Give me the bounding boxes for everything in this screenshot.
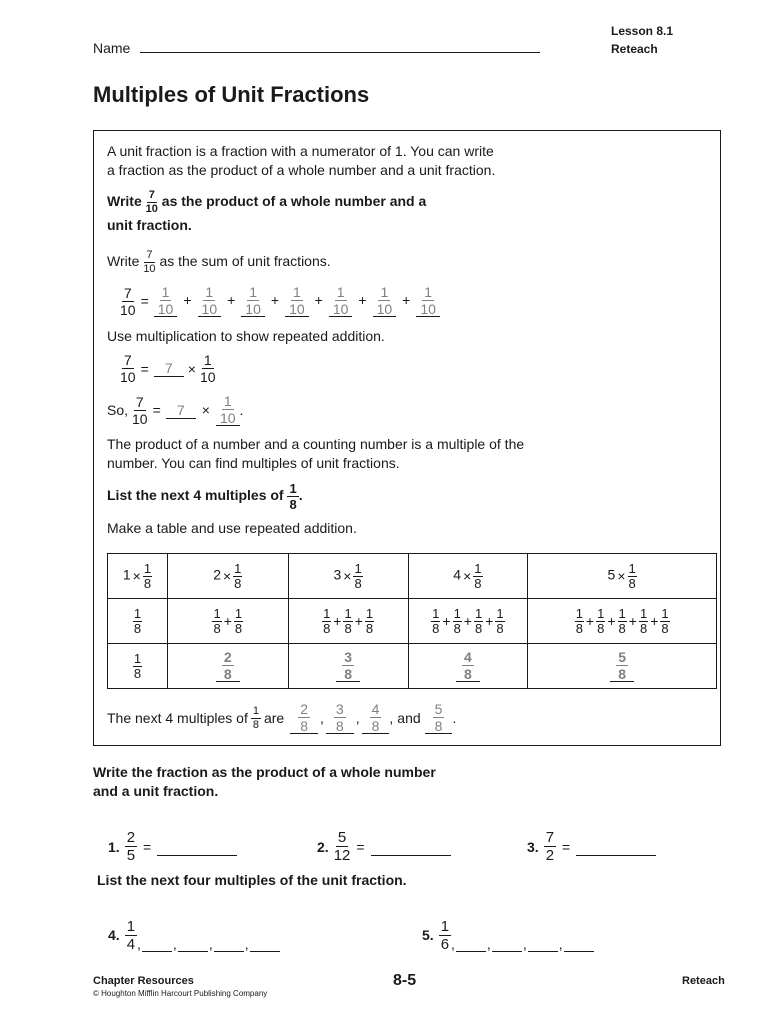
sum-cell bbox=[408, 599, 528, 644]
problem-1 bbox=[108, 830, 237, 863]
denominator: 8 bbox=[434, 718, 443, 734]
footer-chapter: Chapter Resources bbox=[93, 975, 194, 987]
problem-fraction bbox=[125, 830, 137, 863]
lesson-number: Lesson 8.1 bbox=[611, 24, 674, 38]
answer-fraction bbox=[370, 702, 382, 733]
intro-line-1: A unit fraction is a fraction with a numerator of 1. You can write bbox=[107, 143, 494, 159]
numerator: 1 bbox=[424, 284, 433, 300]
denominator: 8 bbox=[597, 621, 605, 636]
answer-fraction bbox=[462, 650, 474, 681]
plus-sign: + bbox=[442, 613, 451, 629]
numerator: 3 bbox=[335, 701, 344, 717]
unit-fraction bbox=[233, 562, 242, 590]
numerator: 5 bbox=[337, 829, 347, 846]
answer-fraction bbox=[433, 702, 445, 733]
equals-sign: = bbox=[562, 838, 571, 855]
numerator: 1 bbox=[432, 606, 440, 621]
unit-fraction bbox=[143, 562, 152, 590]
plus-sign: + bbox=[314, 291, 323, 308]
problem-number: 4. bbox=[108, 927, 120, 943]
numerator: 1 bbox=[234, 561, 242, 576]
denominator: 8 bbox=[300, 718, 309, 734]
list-task-text: List the next 4 multiples of bbox=[107, 487, 284, 504]
intro-line-2: a fraction as the product of a whole number and a unit fraction. bbox=[107, 162, 496, 178]
problem-number: 5. bbox=[422, 927, 434, 943]
plus-sign: + bbox=[650, 613, 659, 629]
numerator: 1 bbox=[639, 606, 648, 621]
sum-instruction bbox=[107, 250, 331, 275]
answer-blank[interactable] bbox=[528, 951, 558, 952]
denominator: 8 bbox=[628, 576, 636, 591]
denominator: 8 bbox=[464, 666, 472, 682]
numerator: 1 bbox=[344, 606, 352, 621]
denominator: 8 bbox=[618, 621, 626, 636]
unit-fraction-answer bbox=[420, 285, 436, 316]
denominator: 8 bbox=[234, 576, 242, 591]
list-problem-5 bbox=[422, 918, 595, 952]
numerator: 5 bbox=[434, 701, 443, 717]
plus-sign: + bbox=[402, 291, 411, 308]
answer-blank[interactable] bbox=[250, 951, 280, 952]
denominator: 8 bbox=[344, 621, 352, 636]
denominator: 10 bbox=[376, 301, 393, 317]
problem-2 bbox=[317, 830, 451, 863]
unit-fraction bbox=[234, 607, 243, 635]
numerator: 1 bbox=[597, 606, 605, 621]
numerator: 1 bbox=[474, 606, 483, 621]
denominator: 8 bbox=[344, 666, 352, 682]
unit-fraction-answer bbox=[289, 285, 305, 316]
answer-blank[interactable] bbox=[178, 951, 208, 952]
plus-sign: + bbox=[628, 613, 637, 629]
multiplier: 4 bbox=[453, 566, 462, 583]
unit-fraction bbox=[596, 607, 605, 635]
unit-fraction bbox=[660, 607, 669, 635]
list-task: List the next 4 multiples of $\frac{1}{8}$ . bbox=[107, 481, 303, 512]
comma: , bbox=[451, 936, 455, 952]
name-line[interactable] bbox=[140, 52, 540, 53]
multiples-table bbox=[107, 553, 717, 689]
numerator: 1 bbox=[133, 651, 142, 666]
multiplier: 5 bbox=[607, 566, 616, 583]
sum-cell bbox=[288, 599, 408, 644]
times-sign: × bbox=[187, 360, 196, 377]
fraction-7-10: $\frac{7}{10}$ bbox=[145, 189, 158, 215]
sum-cell bbox=[167, 599, 288, 644]
sum-cell bbox=[108, 599, 168, 644]
answer-blank bbox=[456, 650, 480, 682]
unit-fraction-answer bbox=[245, 285, 261, 316]
sum-term-answer bbox=[154, 285, 178, 317]
answer-blank bbox=[610, 650, 634, 682]
answer-line[interactable] bbox=[576, 855, 656, 856]
denominator: 8 bbox=[335, 718, 344, 734]
sum-term-answer bbox=[241, 285, 265, 317]
problem-number: 3. bbox=[527, 838, 539, 855]
product-line-2: number. You can find multiples of unit fractions. bbox=[107, 455, 400, 471]
unit-fraction-answer bbox=[158, 285, 174, 316]
times-sign: × bbox=[463, 568, 472, 584]
sum-term-answer bbox=[373, 285, 397, 317]
numerator: 1 bbox=[354, 561, 362, 576]
problem-3 bbox=[527, 830, 656, 863]
sum-term-answer bbox=[329, 285, 353, 317]
unit-fraction-answer bbox=[202, 285, 218, 316]
problem-fraction bbox=[439, 919, 451, 952]
plus-sign: + bbox=[585, 613, 595, 629]
practice-line-2: and a unit fraction. bbox=[93, 783, 219, 799]
comma: , bbox=[355, 710, 360, 726]
task-1-post: as the product of a whole number and a bbox=[161, 193, 427, 210]
numerator: 1 bbox=[133, 606, 142, 621]
denominator: 8 bbox=[661, 621, 669, 636]
unit-fraction bbox=[495, 607, 504, 635]
header-cell bbox=[288, 554, 408, 599]
sum-term-answer bbox=[285, 285, 309, 317]
answer-cell bbox=[108, 644, 168, 689]
times-sign: × bbox=[201, 402, 210, 418]
numerator: 1 bbox=[336, 284, 345, 300]
and-word: and bbox=[397, 710, 421, 726]
denominator: 10 bbox=[157, 301, 174, 317]
task-1 bbox=[107, 190, 426, 235]
product-line-1: The product of a number and a counting number is a multiple of the bbox=[107, 436, 525, 452]
numerator: 1 bbox=[234, 606, 243, 621]
denominator: 8 bbox=[133, 621, 142, 636]
multiplier: 1 bbox=[122, 566, 131, 583]
unit-fraction-answer bbox=[333, 285, 349, 316]
denominator: 8 bbox=[213, 621, 221, 636]
unit-fraction bbox=[322, 607, 331, 635]
answer-cell bbox=[167, 644, 288, 689]
footer-left bbox=[93, 975, 267, 998]
answer-blanks bbox=[137, 936, 281, 952]
answer-cell bbox=[408, 644, 528, 689]
numerator: 1 bbox=[365, 606, 374, 621]
practice-line-1: Write the fraction as the product of a whole number bbox=[93, 764, 436, 780]
unit-fraction bbox=[212, 607, 221, 635]
next-answer-blank bbox=[290, 702, 318, 734]
denominator: 8 bbox=[575, 621, 583, 636]
numerator: 7 bbox=[545, 829, 555, 846]
intro-text bbox=[107, 142, 495, 180]
answer-blank[interactable] bbox=[456, 951, 486, 952]
sum-row bbox=[120, 285, 440, 317]
denominator: 10 bbox=[332, 301, 349, 317]
unit-fraction bbox=[133, 607, 142, 635]
plus-sign: + bbox=[223, 613, 232, 629]
table-row-header bbox=[108, 554, 717, 599]
numerator: 1 bbox=[143, 561, 152, 576]
plus-sign: + bbox=[463, 613, 472, 629]
answer-fraction bbox=[222, 650, 234, 681]
numerator: 1 bbox=[205, 284, 214, 300]
sum-cell bbox=[528, 599, 717, 644]
next-are: are bbox=[263, 710, 285, 726]
unit-fraction bbox=[639, 607, 648, 635]
unit-fraction bbox=[343, 607, 352, 635]
next-answers bbox=[290, 702, 456, 734]
plus-sign: + bbox=[485, 613, 494, 629]
so-whole-answer: 7 bbox=[166, 402, 196, 419]
sum-term-answer bbox=[416, 285, 440, 317]
denominator: 8 bbox=[474, 576, 482, 591]
unit-fraction bbox=[575, 607, 584, 635]
task-1-pre: Write bbox=[107, 193, 142, 210]
equals-sign: = bbox=[152, 402, 161, 418]
numerator: 1 bbox=[453, 606, 461, 621]
answer-blanks bbox=[451, 936, 595, 952]
problem-number: 1. bbox=[108, 838, 120, 855]
times-sign: × bbox=[617, 568, 626, 584]
numerator: 1 bbox=[126, 917, 136, 935]
denominator: 8 bbox=[354, 576, 362, 591]
numerator: 1 bbox=[474, 561, 482, 576]
numerator: 1 bbox=[661, 606, 669, 621]
problem-fraction bbox=[334, 830, 351, 863]
next-answer-blank bbox=[326, 702, 354, 734]
denominator: 4 bbox=[126, 935, 136, 953]
numerator: 1 bbox=[213, 606, 221, 621]
period: . bbox=[452, 710, 457, 726]
denominator: 8 bbox=[453, 621, 461, 636]
product-lhs: $\frac{7}{10}$ bbox=[120, 352, 136, 385]
fraction-1-8: $\frac{1}{8}$ bbox=[289, 481, 297, 512]
answer-blank[interactable] bbox=[142, 951, 172, 952]
numerator: 4 bbox=[464, 649, 472, 665]
numerator: 4 bbox=[371, 701, 380, 717]
next-answer-blank bbox=[425, 702, 453, 734]
lesson-header bbox=[611, 22, 673, 58]
plus-sign: + bbox=[183, 291, 192, 308]
plus-sign: + bbox=[354, 613, 363, 629]
unit-fraction bbox=[353, 562, 362, 590]
numerator: 1 bbox=[292, 284, 301, 300]
denominator: 8 bbox=[474, 621, 483, 636]
numerator: 1 bbox=[618, 606, 626, 621]
equals-sign: = bbox=[143, 838, 152, 855]
equals-sign: = bbox=[140, 293, 149, 309]
plus-sign: + bbox=[227, 291, 236, 308]
denominator: 10 bbox=[245, 301, 261, 317]
problem-fraction bbox=[544, 830, 556, 863]
comma: , bbox=[389, 710, 394, 726]
header-cell bbox=[108, 554, 168, 599]
practice-instruction bbox=[93, 763, 436, 801]
table-row-sums bbox=[108, 599, 717, 644]
sum-terms bbox=[154, 285, 440, 317]
answer-line[interactable] bbox=[157, 855, 237, 856]
equals-sign: = bbox=[140, 360, 149, 377]
page-number: 8-5 bbox=[393, 972, 417, 989]
equals-sign: = bbox=[356, 838, 365, 855]
sum-post: as the sum of unit fractions. bbox=[159, 253, 331, 270]
page-title: Multiples of Unit Fractions bbox=[93, 82, 370, 107]
denominator: 8 bbox=[223, 666, 232, 682]
numerator: 1 bbox=[440, 917, 450, 935]
next-pre: The next 4 multiples of bbox=[107, 710, 248, 726]
list-instruction: List the next four multiples of the unit fraction. bbox=[97, 872, 407, 888]
sum-lhs: $\frac{7}{10}$ bbox=[120, 284, 136, 318]
numerator: 3 bbox=[344, 649, 352, 665]
whole-answer: 7 bbox=[154, 360, 184, 377]
denominator: 10 bbox=[289, 301, 305, 317]
numerator: 2 bbox=[300, 701, 309, 717]
denominator: 8 bbox=[639, 621, 648, 636]
next-multiples-sentence bbox=[107, 702, 456, 734]
product-explanation bbox=[107, 435, 524, 473]
answer-fraction bbox=[334, 702, 346, 733]
plus-sign: + bbox=[358, 291, 367, 308]
problem-fraction bbox=[125, 919, 137, 952]
times-sign: × bbox=[343, 568, 352, 584]
problem-number: 2. bbox=[317, 838, 329, 855]
comma: , bbox=[244, 936, 249, 952]
answer-fraction bbox=[616, 650, 628, 681]
plus-sign: + bbox=[607, 613, 616, 629]
fraction-1-8-b: 1 8 bbox=[252, 704, 259, 731]
numerator: 1 bbox=[249, 284, 257, 300]
numerator: 1 bbox=[380, 284, 389, 300]
task-1-line-2: unit fraction. bbox=[107, 217, 192, 233]
comma: , bbox=[172, 936, 177, 952]
fraction-7-10-b: $\frac{7}{10}$ bbox=[143, 249, 156, 275]
unit-fraction bbox=[473, 562, 482, 590]
so-unit-answer: 1 10 bbox=[216, 394, 240, 426]
so-lhs: $\frac{7}{10}$ bbox=[132, 393, 148, 427]
name-label: Name bbox=[93, 40, 131, 56]
denominator: 8 bbox=[496, 621, 504, 636]
sum-term-answer bbox=[198, 285, 222, 317]
numerator: 1 bbox=[161, 284, 170, 300]
answer-line[interactable] bbox=[371, 855, 451, 856]
unit-fraction bbox=[618, 607, 627, 635]
numerator: 2 bbox=[223, 649, 232, 665]
answer-fraction bbox=[342, 650, 354, 681]
lesson-type: Reteach bbox=[611, 42, 658, 56]
name-field bbox=[93, 40, 540, 56]
answer-fraction bbox=[298, 702, 310, 733]
footer-copyright: © Houghton Mifflin Harcourt Publishing Company bbox=[93, 989, 268, 998]
denominator: 6 bbox=[440, 935, 450, 953]
numerator: 1 bbox=[323, 606, 331, 621]
unit-fraction bbox=[365, 607, 374, 635]
comma: , bbox=[320, 710, 324, 726]
unit-fraction bbox=[628, 562, 637, 590]
numerator: 1 bbox=[496, 606, 504, 621]
table-row-answers bbox=[108, 644, 717, 689]
header-cell bbox=[528, 554, 717, 599]
header-cell bbox=[167, 554, 288, 599]
numerator: 1 bbox=[575, 606, 583, 621]
denominator: 8 bbox=[143, 576, 152, 591]
comma: , bbox=[486, 936, 491, 952]
plus-sign: + bbox=[270, 291, 280, 308]
answer-blank bbox=[216, 650, 240, 682]
answer-blank[interactable] bbox=[214, 951, 244, 952]
next-answer-blank bbox=[362, 702, 390, 734]
footer-right: Reteach bbox=[682, 975, 725, 987]
numerator: 1 bbox=[628, 561, 636, 576]
denominator: 10 bbox=[420, 301, 436, 317]
denominator: 12 bbox=[333, 847, 351, 864]
unit-fraction: $\frac{1}{10}$ bbox=[199, 352, 216, 385]
times-sign: × bbox=[222, 568, 232, 584]
denominator: 8 bbox=[365, 621, 374, 636]
unit-fraction bbox=[453, 607, 462, 635]
multiplier: 3 bbox=[333, 566, 342, 583]
comma: , bbox=[558, 936, 563, 952]
comma: , bbox=[137, 936, 141, 952]
answer-blank[interactable] bbox=[492, 951, 522, 952]
denominator: 8 bbox=[133, 666, 142, 681]
denominator: 8 bbox=[234, 621, 243, 636]
so-label: So, bbox=[107, 402, 129, 418]
numerator: 2 bbox=[126, 829, 136, 846]
plus-sign: + bbox=[333, 613, 342, 629]
answer-blank bbox=[336, 650, 360, 682]
header-cell bbox=[408, 554, 528, 599]
denominator: 10 bbox=[201, 301, 218, 317]
so-row: So, $\frac{7}{10}$ = 7 × 1 10 . bbox=[107, 393, 244, 427]
sum-pre: Write bbox=[107, 253, 140, 270]
denominator: 8 bbox=[432, 621, 440, 636]
denominator: 2 bbox=[545, 847, 555, 864]
denominator: 8 bbox=[371, 718, 380, 734]
multiply-instruction: Use multiplication to show repeated addition. bbox=[107, 328, 385, 344]
unit-fraction bbox=[133, 652, 142, 680]
denominator: 8 bbox=[618, 666, 627, 682]
product-row bbox=[120, 353, 216, 384]
table-instruction: Make a table and use repeated addition. bbox=[107, 520, 357, 536]
denominator: 8 bbox=[323, 621, 331, 636]
times-sign: × bbox=[132, 568, 141, 584]
unit-fraction bbox=[474, 607, 483, 635]
answer-cell bbox=[288, 644, 408, 689]
unit-fraction-answer bbox=[377, 285, 393, 316]
denominator: 5 bbox=[126, 847, 136, 864]
comma: , bbox=[208, 936, 213, 952]
answer-blank[interactable] bbox=[564, 951, 594, 952]
unit-fraction bbox=[431, 607, 440, 635]
list-problem-4 bbox=[108, 918, 281, 952]
numerator: 5 bbox=[618, 649, 627, 665]
answer-cell bbox=[528, 644, 717, 689]
multiplier: 2 bbox=[213, 566, 221, 583]
comma: , bbox=[522, 936, 527, 952]
